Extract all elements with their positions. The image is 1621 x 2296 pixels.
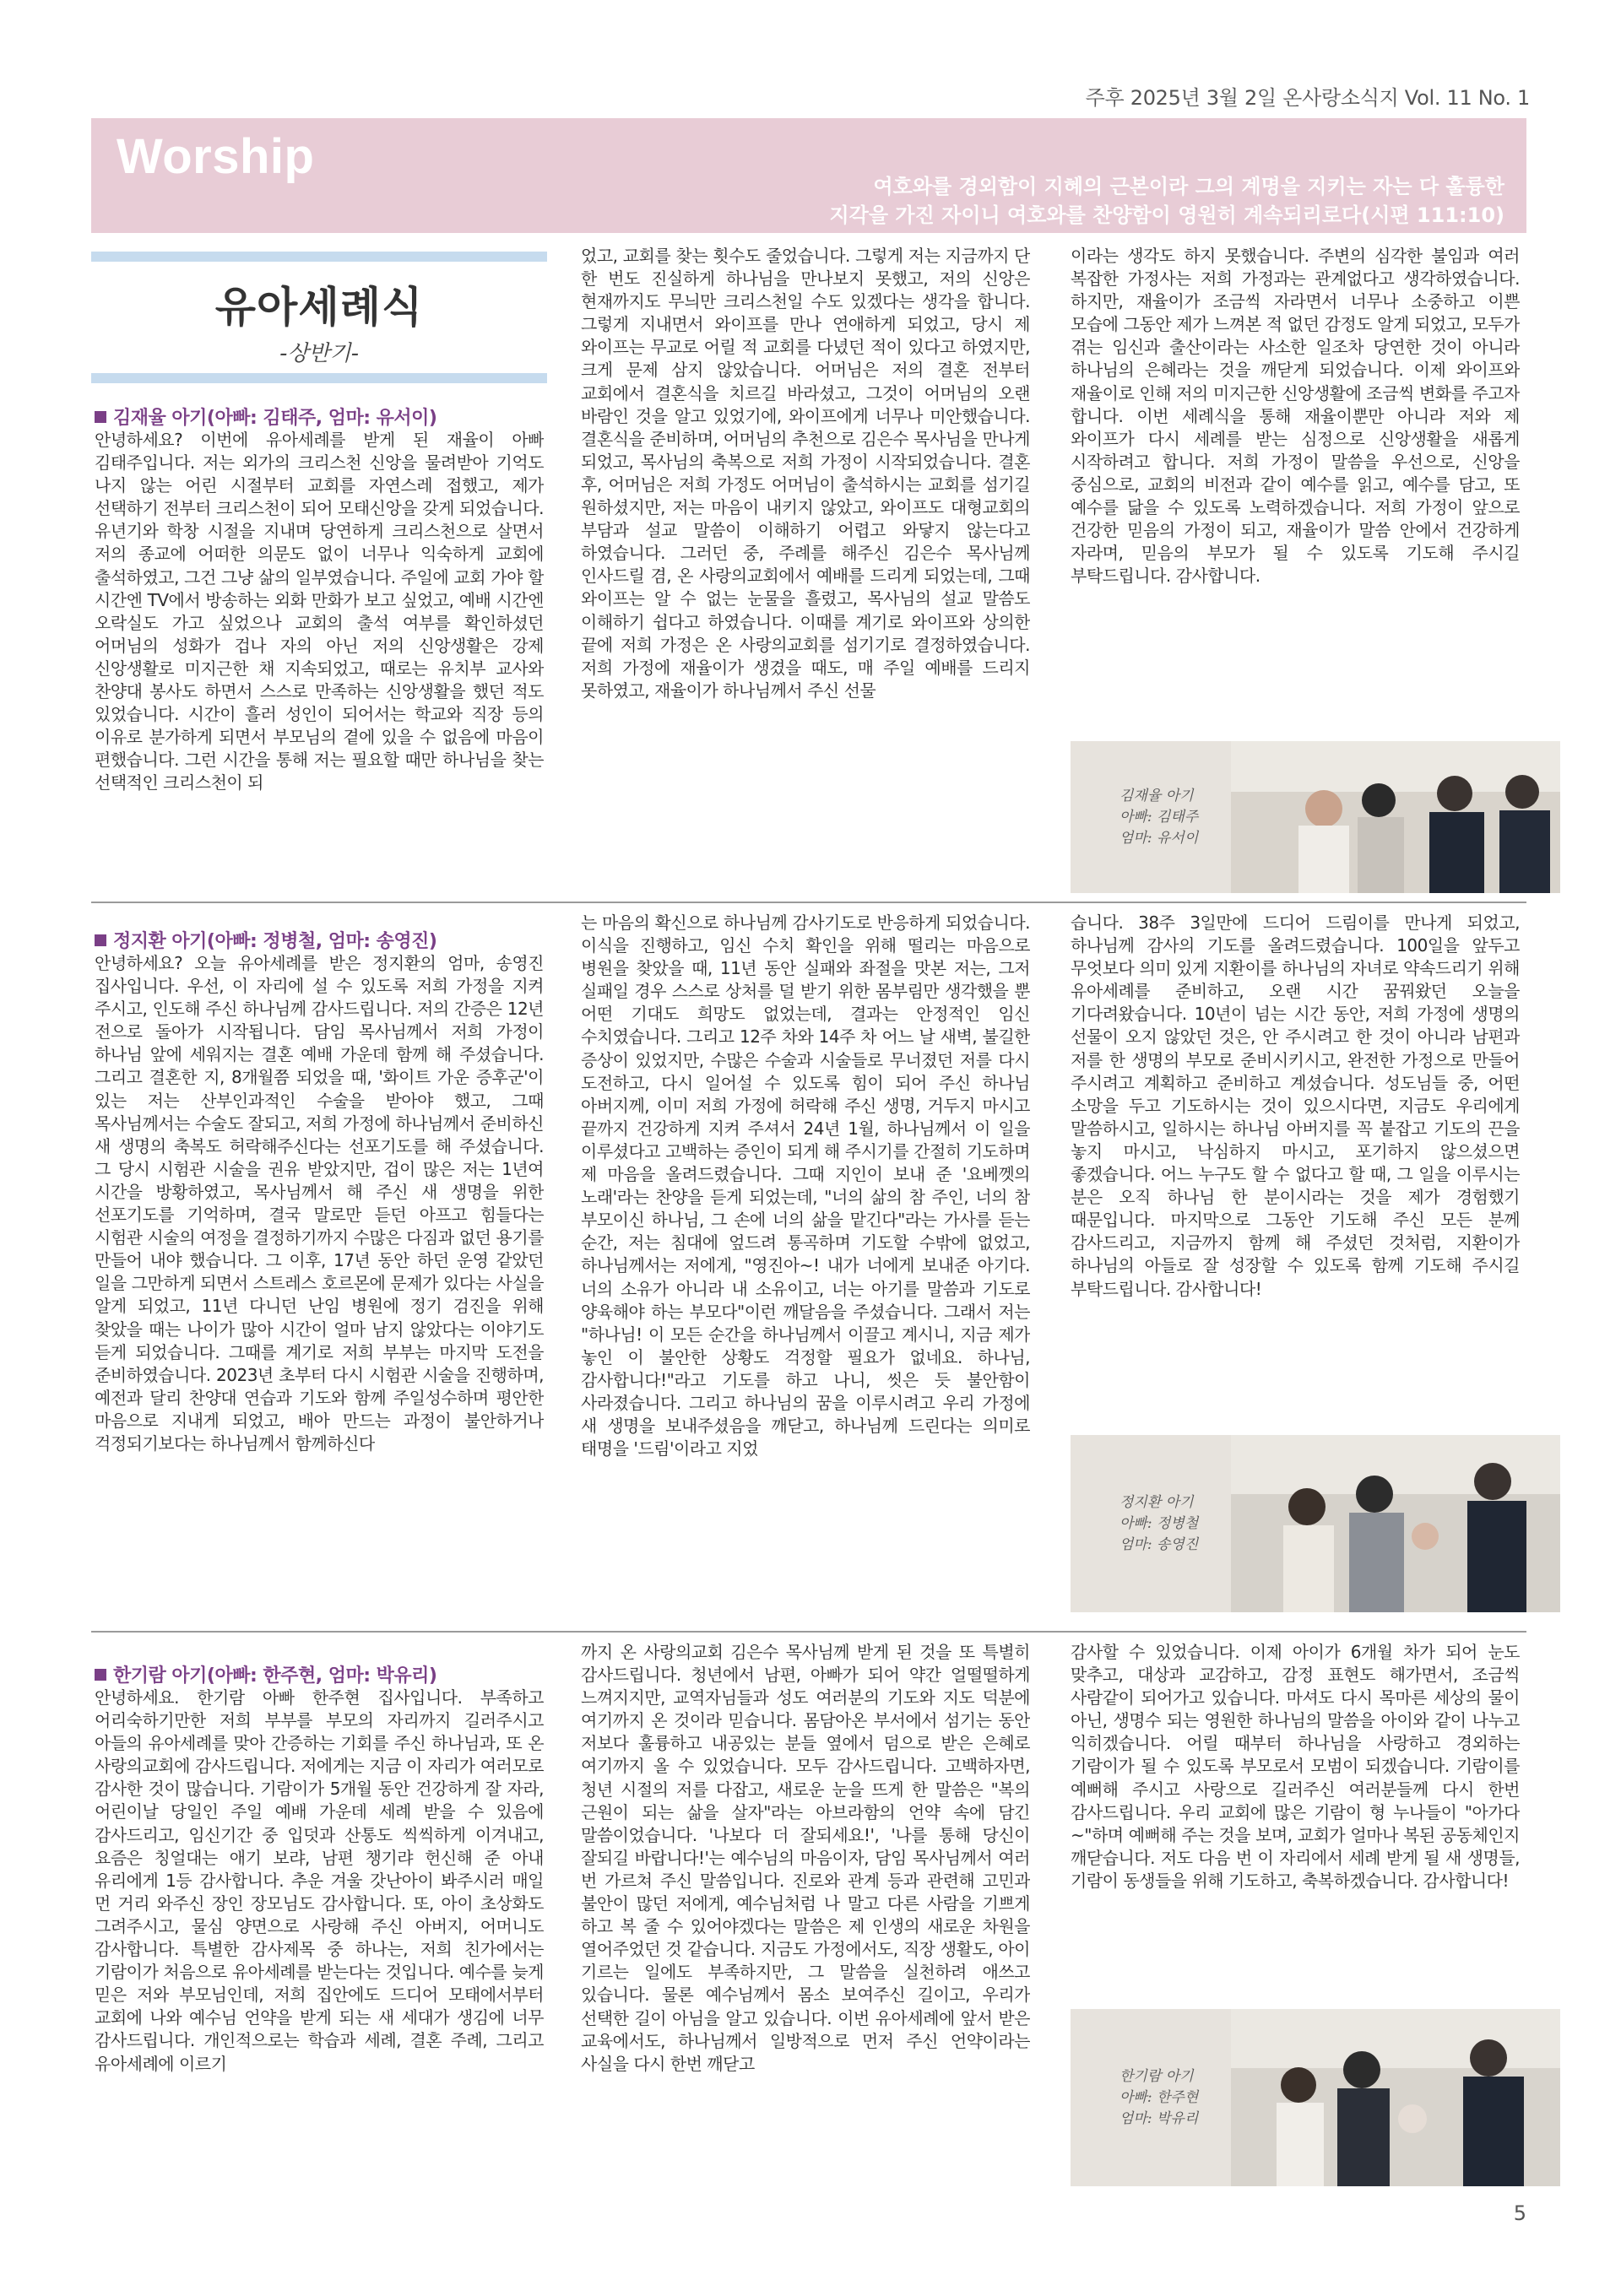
section-divider: [91, 1631, 1526, 1633]
section-title: Worship: [117, 129, 315, 184]
testimony-heading-text: 김재율 아기(아빠: 김태주, 엄마: 유서이): [113, 408, 437, 429]
paragraph: 안녕하세요? 오늘 유아세례를 받은 정지환의 엄마, 송영진 집사입니다. 우선, 이 자리에 설 수 있도록 저희 가정을 지켜 주시고, 인도해 주신 하나님께 감사드립니다. 저의 간증은 12년 전으로 돌아가 시작됩니다. 담임 목사님께서 저희 가정이 하나님 앞에 세워지는 결혼 예배 가운데 함께 해 주셨습니다. 그리고 결혼한 지, 8개월쯤 되었을 때, '화이트 가운 증후군'이 있는 저는 산부인과적인 수술을 받아야 했고, 그때 목사님께서는 수술도 잘되고, 저희 가정에 하나님께서 준비하신 새 생명의 축복도 허락해주신다는 선포기도를 해 주셨습니다. 그 당시 시험관 시술을 권유 받았지만, 겁이 많은 저는 1년여 시간을 방황하였고, 목사님께서 해 주신 새 생명을 위한 선포기도를 기억하며, 결국 말로만 듣던 아프고 힘들다는 시험관 시술의 여정을 결정하기까지 수많은 다짐과 없던 용기를 만들어 내야 했습니다. 그 이후, 17년 동안 하던 운영 같았던 일을 그만하게 되면서 스트레스 호르몬에 문제가 있다는 사실을 알게 되었고, 11년 다니던 난임 병원에 정기 검진을 위해 찾았을 때는 나이가 많아 시간이 얼마 남지 않았다는 이야기도 듣게 되었습니다. 그때를 계기로 저희 부부는 마지막 도전을 준비하였습니다. 2023년 초부터 다시 시험관 시술을 진행하며, 예전과 달리 찬양대 연습과 기도와 함께 주일성수하며 평안한 마음으로 지내게 되었고, 배아 만드는 과정이 불안하거나 걱정되기보다는 하나님께서 함께하신다: [95, 953, 544, 1454]
issue-info: 주후 2025년 3월 2일 온사랑소식지 Vol. 11 No. 1: [1085, 86, 1530, 110]
paragraph: 습니다. 38주 3일만에 드디어 드림이를 만나게 되었고, 하나님께 감사의 기도를 올려드렸습니다. 100일을 앞두고 무엇보다 의미 있게 지환이를 하나님의 자녀로 약속드리기 위해 유아세례를 준비하고, 오랜 시간 꿈꿔왔던 오늘을 기다려왔습니다. 10년이 넘는 시간 동안, 저희 가정에 생명의 선물이 오지 않았던 것은, 안 주시려고 한 것이 아니라 남편과 저를 한 생명의 부모로 준비시키시고, 완전한 가정으로 만들어 주시려고 계획하고 준비하고 계셨습니다. 성도님들 중, 어떤 소망을 두고 기도하시는 것이 있으시다면, 지금도 우리에게 말씀하시고, 일하시는 하나님 아버지를 꼭 붙잡고 기도의 끈을 놓지 마시고, 낙심하지 마시고, 포기하지 않으셨으면 좋겠습니다. 어느 누구도 할 수 없다고 할 때, 그 일을 이루시는 분은 오직 하나님 한 분이시라는 것을 제가 경험했기 때문입니다. 마지막으로 그동안 기도해 주신 모든 분께 감사드리고, 지금까지 함께 해 주셨던 것처럼, 지환이가 하나님의 아들로 잘 성장할 수 있도록 함께 기도해 주시길 부탁드립니다. 감사합니다!: [1071, 912, 1520, 1299]
testimony-heading: [95, 403, 550, 430]
text-column: [581, 912, 1030, 1624]
text-column: [95, 952, 544, 1624]
paragraph: 까지 온 사랑의교회 김은수 목사님께 받게 된 것을 또 특별히 감사드립니다. 청년에서 남편, 아빠가 되어 약간 얼떨떨하게 느껴지지만, 교역자님들과 성도 여러분의 기도와 지도 덕분에 여기까지 온 것이라 믿습니다. 몸담아온 부서에서 섬기는 동안 저보다 훌륭하고 내공있는 분들 옆에서 덤으로 받은 은혜로 여기까지 올 수 있었습니다. 모두 감사드립니다. 고백하자면, 청년 시절의 저를 다잡고, 새로운 눈을 뜨게 한 말씀은 "복의 근원이 되는 삶을 살자"라는 아브라함의 언약 속에 담긴 말씀이었습니다. '나보다 더 잘되세요!', '나를 통해 당신이 잘되길 바랍니다!'는 예수님의 마음이자, 담임 목사님께서 여러 번 가르쳐 주신 말씀입니다. 진로와 관계 등과 관련해 고민과 불안이 많던 저에게, 예수님처럼 나 말고 다른 사람을 기쁘게 하고 복 줄 수 있어야겠다는 말씀은 제 인생의 새로운 차원을 열어주었던 것 같습니다. 지금도 가정에서도, 직장 생활도, 아이 기르는 일에도 부족하지만, 그 말씀을 실천하려 애쓰고 있습니다. 물론 예수님께서 몸소 보여주신 길이고, 우리가 선택한 길이 아님을 알고 있습니다. 이번 유아세례에 앞서 받은 교육에서도, 하나님께서 일방적으로 먼저 주신 언약이라는 사실을 다시 한번 깨닫고: [581, 1642, 1030, 2074]
caption-line: 김재율 아기: [1120, 787, 1194, 804]
caption-line: 엄마: 유서이: [1120, 829, 1199, 847]
paragraph: 안녕하세요? 이번에 유아세례를 받게 된 재율이 아빠 김태주입니다. 저는 외가의 크리스천 신앙을 물려받아 기억도 나지 않는 어린 시절부터 교회를 자연스레 접했고, 제가 선택하기 전부터 크리스천이 되어 모태신앙을 갖게 되었습니다. 유년기와 학창 시절을 지내며 당연하게 크리스천으로 살면서 저의 종교에 어떠한 의문도 없이 너무나 익숙하게 교회에 출석하였고, 그건 그냥 삶의 일부였습니다. 주일에 교회 가야 할 시간엔 TV에서 방송하는 외화 만화가 보고 싶었고, 예배 시간엔 오락실도 가고 싶었으나 교회의 출석 여부를 확인하셨던 어머님의 성화가 겁나 자의 아닌 저의 신앙생활은 강제 신앙생활로 미지근한 채 지속되었고, 때로는 유치부 교사와 찬양대 봉사도 하면서 스스로 만족하는 신앙생활을 했던 적도 있었습니다. 시간이 흘러 성인이 되어서는 학교와 직장 등의 이유로 분가하게 되면서 부모님의 곁에 있을 수 없음에 마음이 편했습니다. 그런 시간을 통해 저는 필요할 때만 하나님을 찾는 선택적인 크리스천이 되: [95, 430, 544, 793]
caption-line: 엄마: 박유리: [1120, 2109, 1199, 2127]
text-column: [1071, 912, 1520, 1418]
text-column: [1071, 245, 1520, 718]
photo-caption: [1071, 750, 1231, 885]
text-column: [1071, 1641, 1520, 1997]
text-column: [581, 245, 1030, 893]
caption-line: 한기람 아기: [1120, 2067, 1194, 2085]
article-title: 유아세례식: [214, 283, 424, 332]
photo-caption: [1071, 1443, 1231, 1604]
baptism-photo: [1071, 1435, 1560, 1612]
square-bullet-icon: [95, 411, 106, 423]
section-divider: [91, 902, 1526, 903]
text-column: [581, 1641, 1030, 2190]
banner-verse: [407, 172, 1504, 230]
article-title-box: [91, 252, 547, 383]
caption-line: 아빠: 정병철: [1120, 1514, 1199, 1532]
verse-line: 여호와를 경외함이 지혜의 근본이라 그의 계명을 지키는 자는 다 훌륭한: [873, 175, 1504, 198]
page-number: 5: [1513, 2201, 1526, 2225]
caption-line: 아빠: 한주현: [1120, 2088, 1199, 2106]
paragraph: 이라는 생각도 하지 못했습니다. 주변의 심각한 불임과 여러 복잡한 가정사는 저희 가정과는 관계없다고 생각하였습니다. 하지만, 재율이가 조금씩 자라면서 너무나 소중하고 이쁜 모습에 그동안 제가 느껴본 적 없던 감정도 알게 되었고, 모두가 겪는 임신과 출산이라는 사소한 일조차 당연한 것이 아니라 하나님의 은혜라는 것을 깨닫게 되었습니다. 이제 와이프와 재율이로 인해 저의 미지근한 신앙생활에 조금씩 변화를 주고자 합니다. 이번 세례식을 통해 재율이뿐만 아니라 저와 제 와이프가 다시 세례를 받는 심정으로 신앙생활을 새롭게 시작하려고 합니다. 저희 가정이 말씀을 우선으로, 신앙을 중심으로, 교회의 비전과 같이 예수를 읽고, 예수를 담고, 또 예수를 닮을 수 있도록 노력하겠습니다. 저희 가정이 앞으로 건강한 믿음의 가정이 되고, 재율이가 말씀 안에서 건강하게 자라며, 믿음의 부모가 될 수 있도록 기도해 주시길 부탁드립니다. 감사합니다.: [1071, 246, 1520, 587]
testimony-heading-text: 정지환 아기(아빠: 정병철, 엄마: 송영진): [113, 931, 437, 952]
verse-line: 지각을 가진 자이니 여호와를 찬양함이 영원히 계속되리로다(시편 111:10): [829, 203, 1504, 227]
square-bullet-icon: [95, 934, 106, 946]
baptism-photo: [1071, 741, 1560, 893]
testimony-heading: [95, 1661, 550, 1687]
text-column: [95, 429, 544, 893]
square-bullet-icon: [95, 1669, 106, 1681]
article-subtitle: -상반기-: [279, 341, 360, 366]
paragraph: 안녕하세요. 한기람 아빠 한주현 집사입니다. 부족하고 어리숙하기만한 저희 부부를 부모의 자리까지 길러주시고 아들의 유아세례를 맞아 간증하는 기회를 주신 하나님과, 또 온 사랑의교회에 감사드립니다. 저에게는 지금 이 자리가 여러모로 감사한 것이 많습니다. 기람이가 5개월 동안 건강하게 잘 자라, 어린이날 당일인 주일 예배 가운데 세례 받을 수 있음에 감사드리고, 임신기간 중 입덧과 산통도 씩씩하게 이겨내고, 요즘은 칭얼대는 애기 보랴, 남편 챙기랴 헌신해 준 아내 유리에게 1등 감사합니다. 추운 겨울 갓난아이 봐주시러 매일 먼 거리 와주신 장인 장모님도 감사합니다. 또, 아이 초상화도 그려주시고, 물심 양면으로 사랑해 주신 아버지, 어머니도 감사합니다. 특별한 감사제목 중 하나는, 저희 친가에서는 기람이가 처음으로 유아세례를 받는다는 것입니다. 예수를 늦게 믿은 저와 부모님인데, 저희 집안에도 드디어 모태에서부터 교회에 나와 예수님 언약을 받게 되는 새 세대가 생김에 너무 감사드립니다. 개인적으로는 학습과 세례, 결혼 주례, 그리고 유아세례에 이르기: [95, 1687, 544, 2074]
photo-caption: [1071, 2017, 1231, 2178]
caption-line: 정지환 아기: [1120, 1493, 1194, 1511]
paragraph: 감사할 수 있었습니다. 이제 아이가 6개월 차가 되어 눈도 맞추고, 대상과 교감하고, 감정 표현도 해가면서, 조금씩 사람같이 되어가고 있습니다. 마셔도 다시 목마른 세상의 물이 아닌, 생명수 되는 영원한 하나님의 말씀을 아이와 같이 나누고 익히겠습니다. 어릴 때부터 하나님을 사랑하고 경외하는 기람이가 될 수 있도록 부모로서 모범이 되겠습니다. 기람이를 예뻐해 주시고 사랑으로 길러주신 여러분들께 다시 한번 감사드립니다. 우리 교회에 많은 기람이 형 누나들이 "아가다~"하며 예뻐해 주는 것을 보며, 교회가 얼마나 복된 공동체인지 깨닫습니다. 저도 다음 번 이 자리에서 세례 받게 될 새 생명들, 기람이 동생들을 위해 기도하고, 축복하겠습니다. 감사합니다!: [1071, 1642, 1520, 1891]
section-banner: [91, 118, 1526, 233]
paragraph: 는 마음의 확신으로 하나님께 감사기도로 반응하게 되었습니다. 이식을 진행하고, 임신 수치 확인을 위해 떨리는 마음으로 병원을 찾았을 때, 11년 동안 실패와 좌절을 맛본 저는, 그저 실패일 경우 스스로 상처를 덜 받기 위한 몸부림만 생각했을 뿐 어떤 기대도 희망도 없었는데, 결과는 안정적인 임신 수치였습니다. 그리고 12주 차와 14주 차 어느 날 새벽, 불길한 증상이 있었지만, 수많은 수술과 시술들로 무너졌던 저를 다시 도전하고, 다시 일어설 수 있도록 힘이 되어 주신 하나님 아버지께, 이미 저희 가정에 허락해 주신 생명, 거두지 마시고 끝까지 건강하게 지켜 주셔서 24년 1월, 하나님께서 이 일을 이루셨다고 고백하는 증인이 되게 해 주시기를 간절히 기도하며 제 마음을 올려드렸습니다. 그때 지인이 보내 준 '요베껫의 노래'라는 찬양을 듣게 되었는데, "너의 삶의 참 주인, 너의 참 부모이신 하나님, 그 손에 너의 삶을 맡긴다"라는 가사를 듣는 순간, 저는 침대에 엎드려 통곡하며 기도할 수밖에 없었고, 하나님께서는 저에게, "영진아~! 내가 너에게 보내준 아기다. 너의 소유가 아니라 내 소유이고, 너는 아기를 말씀과 기도로 양육해야 하는 부모다"이런 깨달음을 주셨습니다. 그래서 저는 "하나님! 이 모든 순간을 하나님께서 이끌고 계시니, 지금 제가 놓인 이 불안한 상황도 걱정할 필요가 없네요. 하나님, 감사합니다!"라고 기도를 하고 나니, 씻은 듯 불안함이 사라졌습니다. 그리고 하나님의 꿈을 이루시려고 우리 가정에 새 생명을 보내주셨음을 깨닫고, 하나님께 드린다는 의미로 태명을 '드림'이라고 지었: [581, 912, 1030, 1459]
text-column: [95, 1687, 544, 2190]
caption-line: 아빠: 김태주: [1120, 808, 1199, 826]
caption-line: 엄마: 송영진: [1120, 1535, 1199, 1553]
paragraph: 었고, 교회를 찾는 횟수도 줄었습니다. 그렇게 저는 지금까지 단 한 번도 진실하게 하나님을 만나보지 못했고, 저의 신앙은 현재까지도 무늬만 크리스천일 수도 있겠다는 생각을 합니다. 그렇게 지내면서 와이프를 만나 연애하게 되었고, 당시 제 와이프는 무교로 어릴 적 교회를 다녔던 적이 있다고 하였지만, 크게 문제 삼지 않았습니다. 어머님은 저의 결혼 전부터 교회에서 결혼식을 치르길 바라셨고, 그것이 어머님의 오랜 바람인 것을 알고 있었기에, 와이프에게 너무나 미안했습니다. 결혼식을 준비하며, 어머님의 추천으로 김은수 목사님을 만나게 되었고, 목사님의 축복으로 저희 가정이 시작되었습니다. 결혼 후, 어머님은 저희 가정도 어머님이 출석하시는 교회를 섬기길 원하셨지만, 저는 마음이 내키지 않았고, 와이프도 대형교회의 부담과 설교 말씀이 이해하기 어렵고 와닿지 않는다고 하였습니다. 그러던 중, 주례를 해주신 김은수 목사님께 인사드릴 겸, 온 사랑의교회에서 예배를 드리게 되었는데, 그때 와이프는 알 수 없는 눈물을 흘렸고, 목사님의 설교 말씀도 이해하기 쉽다고 하였습니다. 이때를 계기로 와이프와 상의한 끝에 저희 가정은 온 사랑의교회를 섬기기로 결정하였습니다. 저희 가정에 재율이가 생겼을 때도, 매 주일 예배를 드리지 못하였고, 재율이가 하나님께서 주신 선물: [581, 246, 1030, 701]
testimony-heading: [95, 927, 550, 953]
baptism-photo: [1071, 2009, 1560, 2186]
testimony-heading-text: 한기람 아기(아빠: 한주현, 엄마: 박유리): [113, 1665, 437, 1687]
